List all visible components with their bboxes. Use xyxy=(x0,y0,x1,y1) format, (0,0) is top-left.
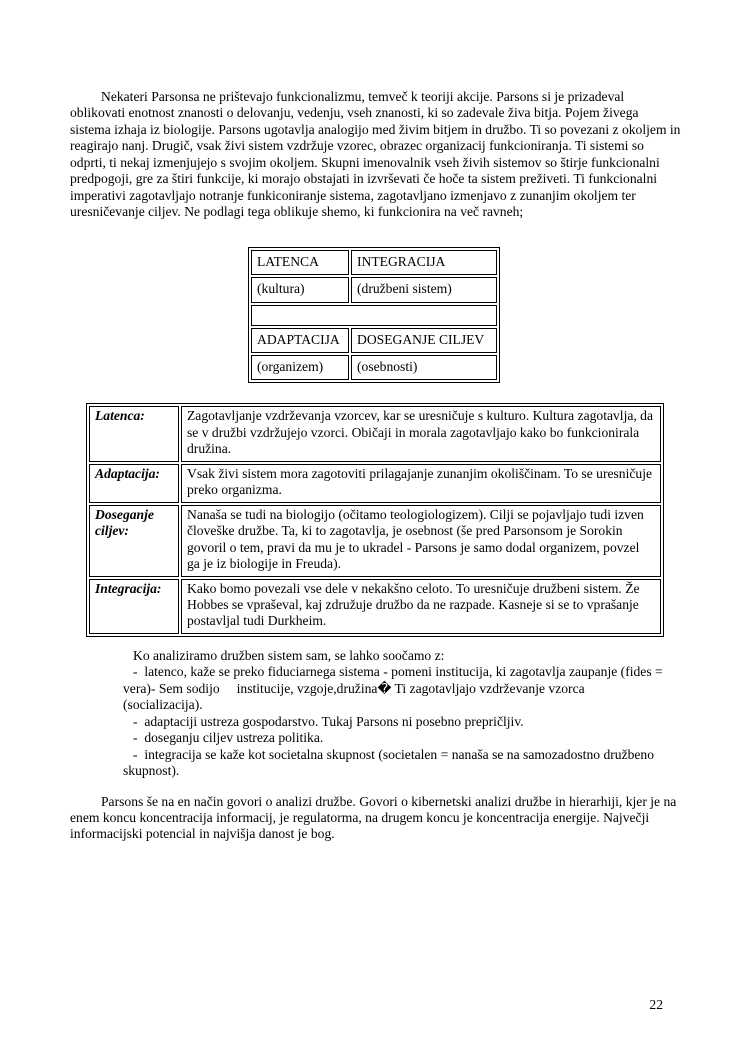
table-row xyxy=(89,579,661,634)
analysis-section xyxy=(123,647,667,780)
table-row xyxy=(251,250,497,275)
term-cell: Doseganje ciljev: xyxy=(89,505,179,577)
term-cell: Adaptacija: xyxy=(89,464,179,503)
table-row xyxy=(89,406,661,461)
agil-scheme-table xyxy=(248,247,500,384)
page-number: 22 xyxy=(649,997,663,1012)
term-cell: Latenca: xyxy=(89,406,179,461)
scheme-cell-organizem: (organizem) xyxy=(251,355,349,380)
document-page xyxy=(70,0,682,843)
definition-cell: Zagotavljanje vzdrževanja vzorcev, kar se uresničuje s kulturo. Kultura zagotavlja, da se v družbi vzdržujejo vzorci. Običaji in morala zagotavljajo kako bo funkcionirala družina. xyxy=(181,406,661,461)
list-item: - latenco, kaže se preko fiduciarnega sistema - pomeni institucija, ki zagotavlja zaupanje (fides = vera)- Sem sodijo institucije, vzgoje,družina� Ti zagotavljajo vzdrževanje vzorca (socializacija). xyxy=(123,664,667,713)
intro-paragraph: Nekateri Parsonsa ne prištevajo funkcionalizmu, temveč k teoriji akcije. Parsons si je prizadeval oblikovati enotnost znanosti o delovanju, vedenju, vseh znanosti, ki so zadevale živa bitja. Pojem živega sistema izhaja iz biologije. Parsons ugotavlja analogijo med živim bitjem in družbo. Ti so povezani z okoljem in reagirajo nanj. Drugič, vsak živi sistem vzdržuje vzorec, obrazec organizacij funkcioniranja. Ti sistemi so odprti, ti nekaj izmenjujejo s svojim okoljem. Skupni imenovalnik vseh živih sistemov so štirje funkcionalni predpogoji, gre za štiri funkcije, ki morajo obstajati in izvrševati če hoče ta sistem preživeti. Ti funkcionalni imperativi zagotavljajo notranje funkiconiranje sistema, zagotavljano izmenjavo z zunanjim okoljem ter uresničevanje ciljev. Ne podlagi tega oblikuje shemo, ki funkcionira na več ravneh; xyxy=(70,89,681,220)
list-item: - adaptaciji ustreza gospodarstvo. Tukaj Parsons ni posebno prepričljiv. xyxy=(133,713,524,729)
scheme-cell-kultura: (kultura) xyxy=(251,277,349,302)
scheme-cell-integracija: INTEGRACIJA xyxy=(351,250,497,275)
scheme-empty-cell xyxy=(251,305,497,326)
list-item: - integracija se kaže kot societalna skupnost (societalen = nanaša se na samozadostno družbeno skupnost). xyxy=(123,746,658,779)
closing-paragraph: Parsons še na en način govori o analizi družbe. Govori o kibernetski analizi družbe in hierarhiji, kjer je na enem koncu koncentracija informacij, je regulatorma, na drugem koncu je koncentracija energije. Največji informacijski potencial in najvišja danost je bog. xyxy=(70,793,677,842)
table-row xyxy=(251,355,497,380)
table-row xyxy=(251,305,497,326)
table-row xyxy=(89,464,661,503)
term-cell: Integracija: xyxy=(89,579,179,634)
scheme-cell-osebnosti: (osebnosti) xyxy=(351,355,497,380)
table-row xyxy=(251,328,497,353)
definition-cell: Vsak živi sistem mora zagotoviti prilagajanje zunanjim okoliščinam. To se uresničuje preko organizma. xyxy=(181,464,661,503)
scheme-cell-doseganje-ciljev: DOSEGANJE CILJEV xyxy=(351,328,497,353)
table-row xyxy=(89,505,661,577)
scheme-cell-latenca: LATENCA xyxy=(251,250,349,275)
definitions-table xyxy=(86,403,664,636)
scheme-cell-druzbeni-sistem: (družbeni sistem) xyxy=(351,277,497,302)
analysis-intro: Ko analiziramo družben sistem sam, se lahko soočamo z: xyxy=(133,647,445,663)
table-row xyxy=(251,277,497,302)
list-item: - doseganju ciljev ustreza politika. xyxy=(133,730,324,746)
definition-cell: Kako bomo povezali vse dele v nekakšno celoto. To uresničuje družbeni sistem. Že Hobbes se vpraševal, kaj združuje družbo da ne razpade. Kasneje si se to vprašanje postavljal tudi Durkheim. xyxy=(181,579,661,634)
definition-cell: Nanaša se tudi na biologijo (očitamo teologiologizem). Cilji se pojavljajo tudi izven človeške družbe. Ta, ki to zagotavlja, je osebnost (še pred Parsonsom je Sorokin govoril o tem, pravi da mu je to ukradel - Parsons je samo dodal organizem, povzel ga je iz biologije in Freuda). xyxy=(181,505,661,577)
scheme-cell-adaptacija: ADAPTACIJA xyxy=(251,328,349,353)
